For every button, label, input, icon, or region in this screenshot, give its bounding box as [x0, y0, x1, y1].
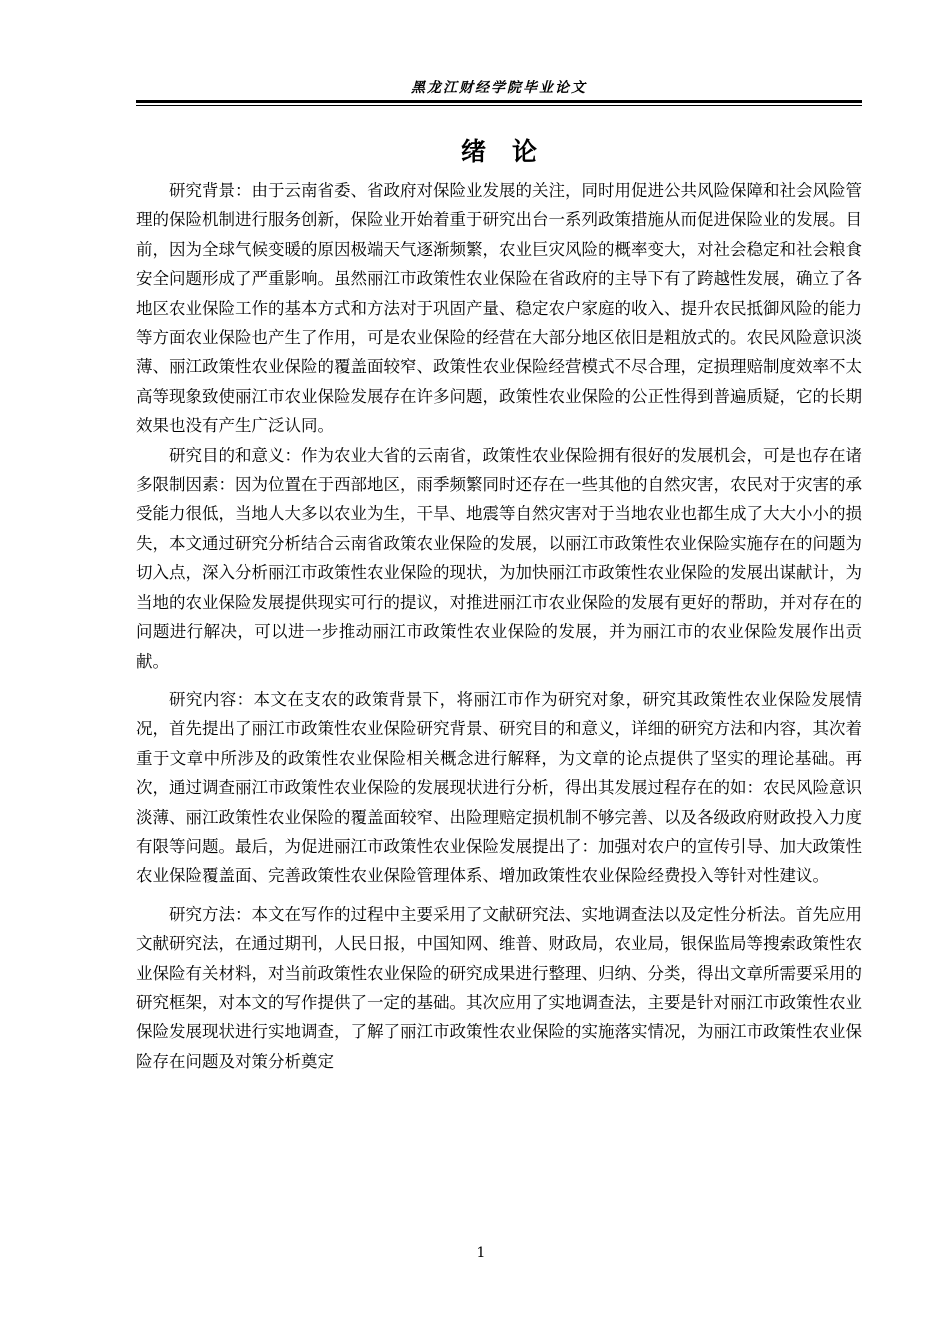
section-title: 绪论 [460, 137, 563, 166]
paragraph-research-content: 研究内容：本文在支农的政策背景下，将丽江市作为研究对象，研究其政策性农业保险发展情况，首先提出了丽江市政策性农业保险研究背景、研究目的和意义，详细的研究方法和内容，其次着重于文章中所涉及的政策性农业保险相关概念进行解释，为文章的论点提供了坚实的理论基础。再次，通过调查丽江市政策性农业保险的发展现状进行分析，得出其发展过程存在的如：农民风险意识淡薄、丽江政策性农业保险的覆盖面较窄、出险理赔定损机制不够完善、以及各级政府财政投入力度有限等问题。最后，为促进丽江市政策性农业保险发展提出了：加强对农户的宣传引导、加大政策性农业保险覆盖面、完善政策性农业保险管理体系、增加政策性农业保险经费投入等针对性建议。 [136, 689, 862, 886]
body-text [136, 176, 862, 1076]
paragraph-research-purpose: 研究目的和意义：作为农业大省的云南省，政策性农业保险拥有很好的发展机会，可是也存在诸多限制因素：因为位置在于西部地区，雨季频繁同时还存在一些其他的自然灾害，农民对于灾害的承受能力很低，当地人大多以农业为生，干旱、地震等自然灾害对于当地农业也都生成了大大小小的损失，本文通过研究分析结合云南省政策农业保险的发展，以丽江市政策性农业保险实施存在的问题为切入点，深入分析丽江市政策性农业保险的现状，为加快丽江市政策性农业保险的发展出谋献计，为当地的农业保险发展提供现实可行的提议，对推进丽江市农业保险的发展有更好的帮助，并对存在的问题进行解决，可以进一步推动丽江市政策性农业保险的发展，并为丽江市的农业保险发展作出贡献。 [136, 445, 862, 671]
header-rule-thin [136, 105, 862, 106]
paragraph-research-methods: 研究方法：本文在写作的过程中主要采用了文献研究法、实地调查法以及定性分析法。首先应用文献研究法，在通过期刊，人民日报，中国知网、维普、财政局，农业局，银保监局等搜索政策性农业保险有关材料，对当前政策性农业保险的研究成果进行整理、归纳、分类，得出文章所需要采用的研究框架，对本文的写作提供了一定的基础。其次应用了实地调查法，主要是针对丽江市政策性农业保险发展现状进行实地调查，了解了丽江市政策性农业保险的实施落实情况，为丽江市政策性农业保险存在问题及对策分析奠定 [136, 904, 862, 1071]
header-rule-thick [136, 100, 862, 103]
running-header: 黑龙江财经学院毕业论文 [411, 80, 587, 96]
paragraph-research-background: 研究背景：由于云南省委、省政府对保险业发展的关注，同时用促进公共风险保障和社会风险管理的保险机制进行服务创新，保险业开始着重于研究出台一系列政策措施从而促进保险业的发展。目前，因为全球气候变暖的原因极端天气逐渐频繁，农业巨灾风险的概率变大，对社会稳定和社会粮食安全问题形成了严重影响。虽然丽江市政策性农业保险在省政府的主导下有了跨越性发展，确立了各地区农业保险工作的基本方式和方法对于巩固产量、稳定农户家庭的收入、提升农民抵御风险的能力等方面农业保险也产生了作用，可是农业保险的经营在大部分地区依旧是粗放式的。农民风险意识淡薄、丽江政策性农业保险的覆盖面较窄、政策性农业保险经营模式不尽合理，定损理赔制度效率不太高等现象致使丽江市农业保险发展存在许多问题，政策性农业保险的公正性得到普遍质疑，它的长期效果也没有产生广泛认同。 [136, 181, 862, 436]
page-number: 1 [476, 1245, 486, 1261]
